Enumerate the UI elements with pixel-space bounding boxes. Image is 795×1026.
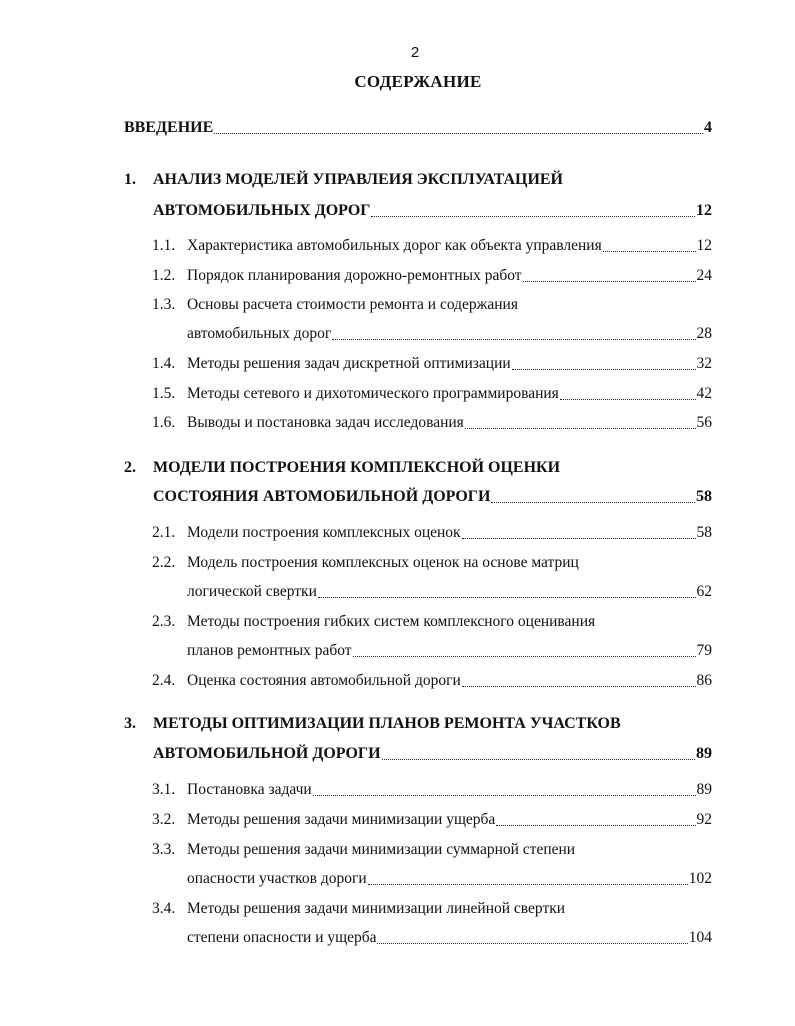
section-number: 3.4. (152, 900, 176, 917)
leader-dots (313, 795, 696, 796)
leader-dots (332, 339, 695, 340)
section-page: 104 (688, 929, 712, 946)
chapter-number: 2. (124, 459, 136, 476)
chapter-title-line2[interactable] (153, 487, 712, 507)
section-page: 89 (696, 781, 712, 798)
section-title: Порядок планирования дорожно-ремонтных работ (187, 267, 522, 284)
toc-intro-page: 4 (704, 119, 712, 136)
leader-dots (214, 133, 703, 134)
toc-section[interactable] (187, 780, 712, 800)
toc-section[interactable] (187, 810, 712, 830)
section-number: 2.2. (152, 554, 176, 571)
toc-section[interactable] (187, 413, 712, 433)
toc-section[interactable] (187, 354, 712, 374)
toc-section[interactable] (187, 928, 712, 948)
toc-intro[interactable] (124, 118, 712, 138)
section-page: 42 (696, 385, 712, 402)
section-page: 24 (696, 267, 712, 284)
toc-section[interactable] (187, 523, 712, 543)
section-title-line2: планов ремонтных работ (187, 642, 352, 659)
chapter-title-line1[interactable]: МОДЕЛИ ПОСТРОЕНИЯ КОМПЛЕКСНОЙ ОЦЕНКИ (153, 459, 561, 476)
chapter-page: 12 (696, 202, 712, 219)
section-title: Оценка состояния автомобильной дороги (187, 672, 461, 689)
section-number: 3.2. (152, 811, 176, 828)
section-number: 1.1. (152, 237, 176, 254)
section-title: Постановка задачи (187, 781, 312, 798)
section-title-line1[interactable]: Основы расчета стоимости ремонта и содержания (187, 296, 518, 313)
leader-dots (382, 759, 695, 760)
leader-dots (603, 251, 696, 252)
page-title: СОДЕРЖАНИЕ (354, 72, 482, 91)
section-title-line2: степени опасности и ущерба (187, 929, 377, 946)
toc-section[interactable] (187, 324, 712, 344)
leader-dots (491, 502, 695, 503)
toc-section[interactable] (187, 869, 712, 889)
section-page: 79 (696, 642, 712, 659)
toc-section[interactable] (187, 236, 712, 256)
toc-intro-label: ВВЕДЕНИЕ (124, 119, 214, 136)
section-title: Характеристика автомобильных дорог как объекта управления (187, 237, 602, 254)
section-number: 1.4. (152, 355, 176, 372)
section-title: Выводы и постановка задач исследования (187, 414, 464, 431)
leader-dots (377, 943, 687, 944)
section-number: 1.6. (152, 414, 176, 431)
leader-dots (368, 884, 688, 885)
section-number: 2.3. (152, 613, 176, 630)
section-number: 1.3. (152, 296, 176, 313)
toc-section[interactable] (187, 641, 712, 661)
chapter-title-text: АВТОМОБИЛЬНЫХ ДОРОГ (153, 202, 371, 219)
chapter-number: 3. (124, 715, 136, 732)
section-page: 62 (696, 583, 712, 600)
chapter-title-line1[interactable]: МЕТОДЫ ОПТИМИЗАЦИИ ПЛАНОВ РЕМОНТА УЧАСТКОВ (153, 715, 621, 732)
section-title: Методы решения задач дискретной оптимизации (187, 355, 511, 372)
section-number: 2.4. (152, 672, 176, 689)
section-page: 28 (696, 325, 712, 342)
leader-dots (371, 216, 695, 217)
section-number: 2.1. (152, 524, 176, 541)
section-page: 102 (688, 870, 712, 887)
section-page: 56 (696, 414, 712, 431)
leader-dots (318, 597, 696, 598)
section-title-line2: опасности участков дороги (187, 870, 367, 887)
section-page: 58 (696, 524, 712, 541)
toc-section[interactable] (187, 671, 712, 691)
leader-dots (353, 656, 696, 657)
section-page: 86 (696, 672, 712, 689)
section-title: Модели построения комплексных оценок (187, 524, 461, 541)
section-title-line1[interactable]: Методы построения гибких систем комплексного оценивания (187, 613, 596, 630)
page-number: 2 (410, 44, 420, 61)
chapter-title-line2[interactable] (153, 201, 712, 221)
section-title-line1[interactable]: Методы решения задачи минимизации суммарной степени (187, 841, 576, 858)
leader-dots (465, 428, 696, 429)
section-number: 3.1. (152, 781, 176, 798)
chapter-title-text: СОСТОЯНИЯ АВТОМОБИЛЬНОЙ ДОРОГИ (153, 488, 491, 505)
chapter-page: 89 (696, 745, 712, 762)
section-page: 92 (696, 811, 712, 828)
chapter-page: 58 (696, 488, 712, 505)
leader-dots (462, 538, 696, 539)
toc-section[interactable] (187, 266, 712, 286)
section-title-line1[interactable]: Методы решения задачи минимизации линейной свертки (187, 900, 566, 917)
toc-section[interactable] (187, 582, 712, 602)
section-page: 32 (696, 355, 712, 372)
section-number: 1.5. (152, 385, 176, 402)
chapter-title-line2[interactable] (153, 744, 712, 764)
section-title-line1[interactable]: Модель построения комплексных оценок на основе матриц (187, 554, 579, 571)
leader-dots (512, 369, 696, 370)
section-number: 1.2. (152, 267, 176, 284)
section-title-line2: автомобильных дорог (187, 325, 332, 342)
chapter-title-text: АВТОМОБИЛЬНОЙ ДОРОГИ (153, 745, 381, 762)
chapter-number: 1. (124, 171, 136, 188)
section-title: Методы сетевого и дихотомического программирования (187, 385, 559, 402)
section-title: Методы решения задачи минимизации ущерба (187, 811, 496, 828)
chapter-title-line1[interactable]: АНАЛИЗ МОДЕЛЕЙ УПРАВЛЕИЯ ЭКСПЛУАТАЦИЕЙ (153, 171, 563, 188)
leader-dots (496, 825, 695, 826)
section-page: 12 (696, 237, 712, 254)
leader-dots (560, 399, 696, 400)
section-title-line2: логической свертки (187, 583, 317, 600)
leader-dots (462, 686, 696, 687)
leader-dots (523, 281, 696, 282)
toc-section[interactable] (187, 384, 712, 404)
section-number: 3.3. (152, 841, 176, 858)
